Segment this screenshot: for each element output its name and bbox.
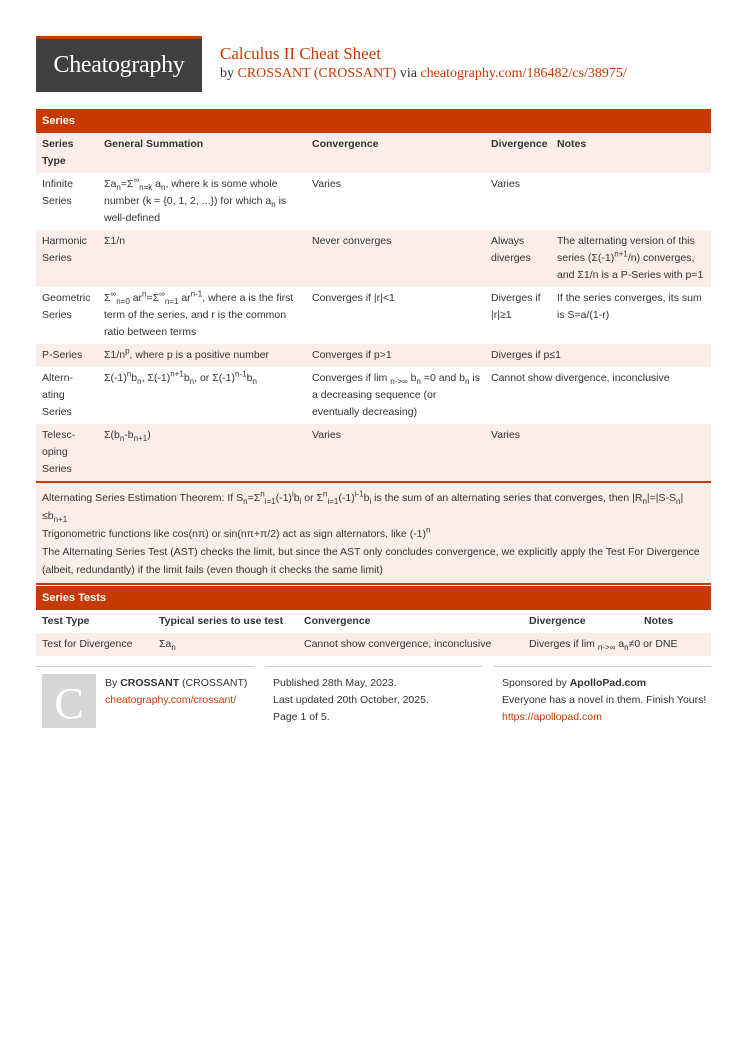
avatar[interactable]: C: [42, 674, 96, 728]
table-header-row: [36, 610, 711, 633]
footer-divider: [494, 666, 711, 667]
author-info: By CROSSANT (CROSSANT) cheatography.com/crossant/: [105, 675, 255, 709]
table-header-row: [36, 133, 711, 173]
col-header: General Summation: [104, 138, 204, 150]
formula: Converges if lim $_{n->\infty}$ $b_n =0$ and $b_n$ is a decreasing sequence (or eventually decreasing): [312, 372, 480, 418]
sponsor-link[interactable]: https://apollopad.com: [502, 711, 602, 723]
series-heading: Series: [36, 109, 711, 133]
formula: $\Sigma a_n$: [159, 638, 176, 653]
table-row: Infinite Series $\Sigma a_n=\Sigma^\infty_{n=k}$ $a_n$, where k is some whole number (k = {0, 1, 2, ...}) for which $a_n$ is well-defined Varies Varies: [36, 173, 711, 230]
formula: $\Sigma a_n=\Sigma^\infty_{n=k}$ $a_n$, where k is some whole number (k = {0, 1, 2, ...}) for which $a_n$ is well-defined: [104, 175, 287, 224]
title-block: [220, 44, 627, 82]
table-row: Altern-ating Series $\Sigma(-1)^nb_n$, $\Sigma(-1)^{n+1}b_n$, or $\Sigma(-1)^{n-1}b_n$ Converges if lim $_{n->\infty}$ $b_n =0$ and $b_n$ is a decreasing sequence (or eventually decreasing) Cannot show divergence, inconclusive: [36, 367, 711, 424]
col-header: Convergence: [312, 138, 379, 150]
estimation-theorem-note: Alternating Series Estimation Theorem: If $S_n=\Sigma^n_{i=1}(-1)^ib_i$ or $\Sigma^n_{i=1}(-1)^{i-1}b_i$ is the sum of an alternating series that converges, then $|R_n|=|S-S_n| \le b_{n+1}$: [42, 489, 684, 525]
formula: $\Sigma(-1)^nb_n$, $\Sigma(-1)^{n+1}b_n$, or $\Sigma(-1)^{n-1}b_n$: [104, 369, 257, 387]
col-header: Notes: [644, 615, 674, 627]
col-header: Test Type: [42, 615, 90, 627]
formula: $\Sigma^\infty_{n=0}$ $ar^n=\Sigma^\infty_{n=1}$ $ar^{n-1}$, where a is the first term of the series, and r is the common ratio between terms: [104, 289, 294, 338]
series-tests-panel: [36, 586, 711, 656]
formula: $\Sigma 1/n^p$, where p is a positive number: [104, 346, 270, 361]
publish-info: Published 28th May, 2023. Last updated 20th October, 2025. Page 1 of 5.: [273, 677, 429, 723]
col-header: Notes: [557, 138, 587, 150]
table-row: Test for Divergence $\Sigma a_n$ Cannot show convergence, inconclusive Diverges if lim $_{n->\infty}$ $a_n\ne 0$ or DNE: [36, 633, 711, 656]
formula: The alternating version of this series $(\Sigma(-1)^{n+1}/n)$ converges, and Σ1/n is a P-Series with p=1: [557, 235, 704, 281]
series-body: [36, 133, 711, 585]
author-link[interactable]: CROSSANT (CROSSANT): [237, 66, 397, 81]
trig-note: Trigonometric functions like cos(nπ) or sin(nπ+π/2) act as sign alternators, like $(-1)^n$: [42, 525, 431, 540]
author-profile-link[interactable]: cheatography.com/crossant/: [105, 694, 237, 706]
col-header: Typical series to use test: [159, 615, 284, 627]
page-title: Calculus II Cheat Sheet: [220, 44, 381, 63]
table-row: Telesc-oping Series $\Sigma(b_n-b_{n+1})$ Varies Varies: [36, 424, 711, 481]
cheatography-logo[interactable]: Cheatography: [36, 36, 202, 92]
series-notes: [36, 483, 711, 583]
col-header: Series Type: [42, 138, 74, 167]
col-header: Convergence: [304, 615, 371, 627]
sheet-url-link[interactable]: cheatography.com/186482/cs/38975/: [420, 66, 627, 81]
series-tests-table: [36, 610, 711, 656]
series-tests-heading: Series Tests: [36, 586, 711, 610]
formula: Diverges if lim $_{n->\infty}$ $a_n\ne 0$ or DNE: [529, 638, 678, 653]
series-panel: [36, 109, 711, 585]
byline: by CROSSANT (CROSSANT) via cheatography.com/186482/cs/38975/: [220, 66, 627, 81]
footer-divider: [36, 666, 254, 667]
ast-note: The Alternating Series Test (AST) checks the limit, but since the AST only concludes convergence, we explicitly apply the Test For Divergence (albeit, redundantly) if the limit fails (even though it checks the same limit): [42, 546, 700, 576]
series-table: [36, 133, 711, 481]
col-header: Divergence: [491, 138, 548, 150]
col-header: Divergence: [529, 615, 586, 627]
table-row: Harmonic Series Σ1/n Never converges Always diverges The alternating version of this series $(\Sigma(-1)^{n+1}/n)$ converges, and Σ1/n is a P-Series with p=1: [36, 230, 711, 287]
sponsor-info: Sponsored by ApolloPad.com Everyone has a novel in them. Finish Yours! https://apollopad.com: [502, 675, 707, 726]
footer-divider: [266, 666, 482, 667]
table-row: P-Series $\Sigma 1/n^p$, where p is a positive number Converges if p>1 Diverges if p≤1: [36, 344, 711, 367]
table-row: Geometric Series $\Sigma^\infty_{n=0}$ $ar^n=\Sigma^\infty_{n=1}$ $ar^{n-1}$, where a is the first term of the series, and r is the common ratio between terms Converges if |r|<1 Diverges if |r|≥1 If the series converges, its sum is S=a/(1-r): [36, 287, 711, 344]
formula: $\Sigma(b_n-b_{n+1})$: [104, 429, 151, 444]
